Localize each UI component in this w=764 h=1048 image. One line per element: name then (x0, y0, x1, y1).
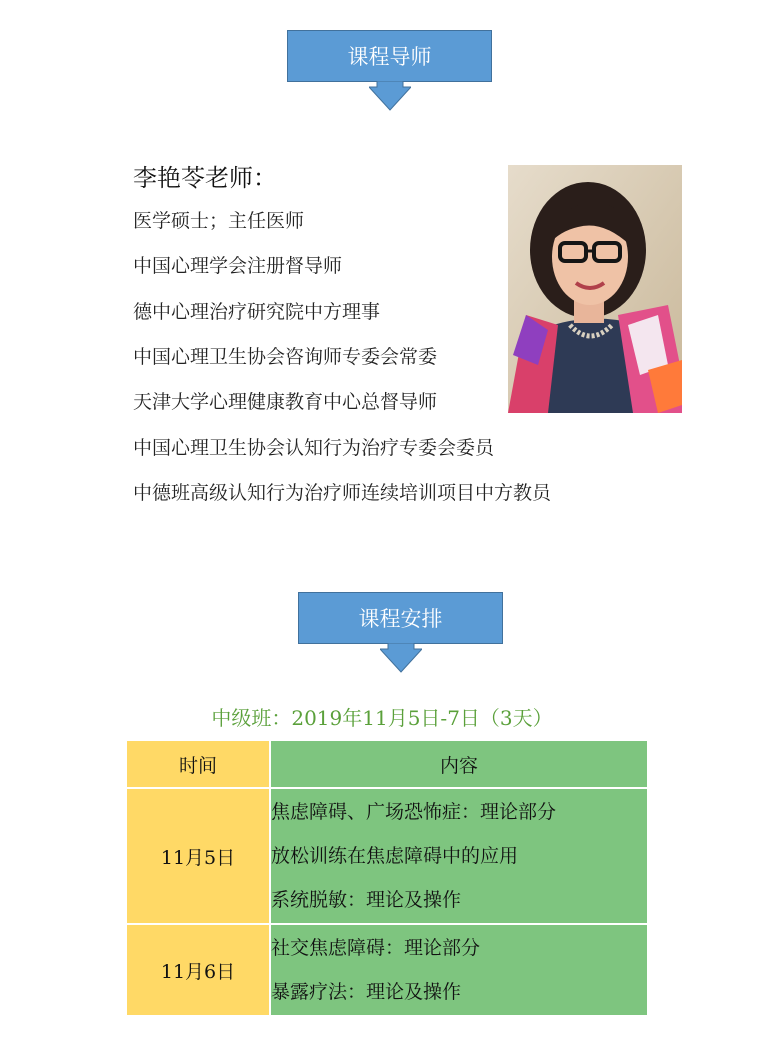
schedule-banner-label: 课程安排 (298, 592, 503, 644)
mentor-banner (287, 30, 492, 110)
content-item: 焦虑障碍、广场恐怖症：理论部分 (271, 801, 557, 823)
arrow-down-icon (380, 643, 422, 673)
schedule-table (125, 739, 649, 1017)
class-title: 中级班：2019年11月5日-7日（3天） (211, 706, 553, 730)
row-content (270, 788, 648, 924)
header-time: 时间 (126, 740, 270, 788)
arrow-down-icon (369, 81, 411, 111)
row-date: 11月5日 (126, 788, 270, 924)
credential-line: 德中心理治疗研究院中方理事 (133, 301, 381, 323)
row-date: 11月6日 (126, 924, 270, 1016)
mentor-banner-label: 课程导师 (287, 30, 492, 82)
table-header-row (126, 740, 648, 788)
content-item: 系统脱敏：理论及操作 (271, 889, 462, 911)
schedule-banner (298, 592, 503, 672)
credential-line: 中国心理卫生协会咨询师专委会常委 (133, 346, 438, 368)
content-item: 社交焦虑障碍：理论部分 (271, 937, 481, 959)
header-content: 内容 (270, 740, 648, 788)
credential-line: 医学硕士；主任医师 (133, 210, 305, 232)
credential-line: 天津大学心理健康教育中心总督导师 (133, 391, 438, 413)
content-item: 放松训练在焦虑障碍中的应用 (271, 845, 519, 867)
teacher-name: 李艳苓老师： (133, 164, 277, 192)
table-row (126, 788, 648, 924)
table-row (126, 924, 648, 1016)
credential-line: 中国心理卫生协会认知行为治疗专委会委员 (133, 437, 495, 459)
content-item: 暴露疗法：理论及操作 (271, 981, 462, 1003)
row-content (270, 924, 648, 1016)
teacher-photo (508, 165, 682, 413)
credential-line: 中国心理学会注册督导师 (133, 255, 343, 277)
credential-line: 中德班高级认知行为治疗师连续培训项目中方教员 (133, 482, 552, 504)
